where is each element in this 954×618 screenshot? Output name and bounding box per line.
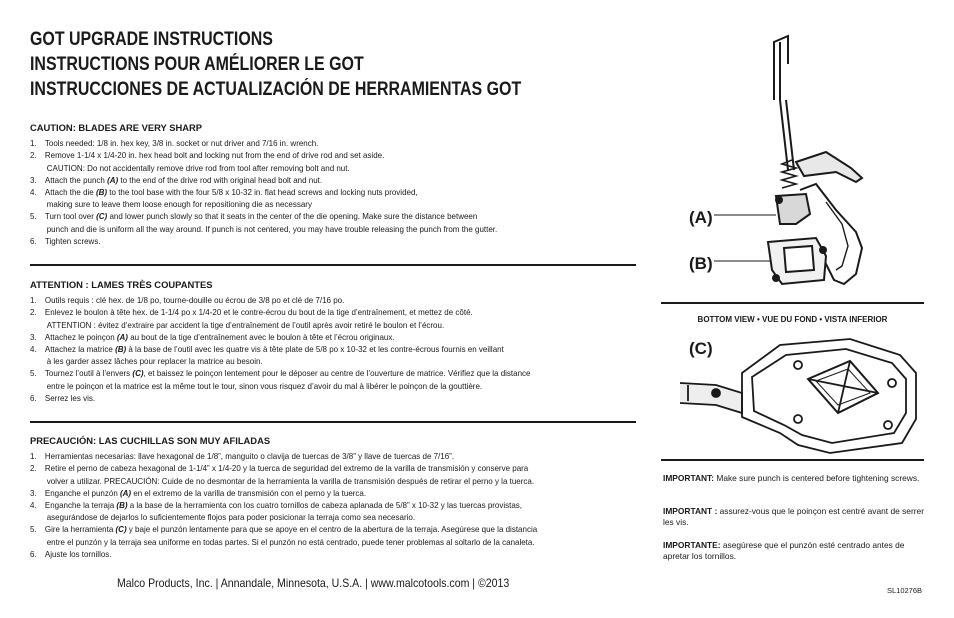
label-b: (B) xyxy=(689,254,713,273)
spanish-step-1: 1. Herramientas necesarias: llave hexagonal de 1/8”, manguito o clavija de tuercas de 3/8” y llave de tuercas de 7/16”. xyxy=(30,451,455,462)
ref-a: (A) xyxy=(119,487,132,498)
bottom-view-caption: BOTTOM VIEW • VUE DU FOND • VISTA INFERIOR xyxy=(697,315,888,324)
spanish-step-6: 6. Ajuste los tornillos. xyxy=(30,548,112,559)
english-step-2-caution: CAUTION: Do not accidentally remove drive rod from tool after removing bolt and nut. xyxy=(46,162,350,173)
title-english: GOT UPGRADE INSTRUCTIONS xyxy=(30,29,273,50)
note-english: IMPORTANT: Make sure punch is centered before tightening screws. xyxy=(663,473,920,483)
note-french: IMPORTANT : assurez-vous que le poinçon est centré avant de serrer les vis. xyxy=(663,506,924,527)
french-step-4: 4. Attachez la matrice (B) à la base de l’outil avec les quatre vis à tête plate de 5/8 po x 10-32 et les contre-écrous fournis en veillant à les garder assez lâches pour replacer la matrice au besoin. xyxy=(30,344,504,367)
english-steps xyxy=(30,137,636,247)
notes-divider xyxy=(661,459,924,461)
spanish-caution-heading: PRECAUCIÓN: LAS CUCHILLAS SON MUY AFILADAS xyxy=(30,435,271,446)
english-step-6: 6. Tighten screws. xyxy=(30,235,101,246)
section-divider xyxy=(30,264,636,266)
english-step-4: 4. Attach the die (B) to the tool base with the four 5/8 x 10-32 in. flat head screws and locking nuts provided, making sure to leave them loose enough for repositioning die as necessary xyxy=(30,187,418,210)
tool-bottom-view-illustration xyxy=(680,333,925,458)
document-code: SL10276B xyxy=(887,586,923,595)
ref-c: (C) xyxy=(115,524,127,535)
label-c: (C) xyxy=(689,339,713,358)
ref-a: (A) xyxy=(116,331,128,342)
section-divider xyxy=(30,421,636,423)
spanish-step-4: 4. Enganche la terraja (B) a la base de la herramienta con los cuatro tornillos de cabeza aplanada de 5/8” x 10-32 y las tuercas provistas, asegurándose de dejarlos lo suficientemente flojos para poder posicionar la terraja como sea necesario. xyxy=(30,500,523,523)
french-step-5: 5. Tournez l’outil à l’envers (C), et baissez le poinçon lentement pour le déposer au centre de l’ouverture de matrice. Vérifiez que la distance entre le poinçon et la matrice est la même tout le tour, sinon vous risquez d’avoir du mal à libérer le poinçon de la gouttière. xyxy=(30,368,531,391)
french-steps xyxy=(30,294,636,404)
english-step-1: 1. Tools needed: 1/8 in. hex key, 3/8 in. socket or nut driver and 7/16 in. wrench. xyxy=(30,138,319,149)
ref-b: (B) xyxy=(116,500,128,511)
title-spanish: INSTRUCCIONES DE ACTUALIZACIÓN DE HERRAMIENTAS GOT xyxy=(30,79,522,100)
english-caution-heading: CAUTION: BLADES ARE VERY SHARP xyxy=(30,122,203,133)
ref-c: (C) xyxy=(96,211,108,222)
figure-divider xyxy=(661,302,924,304)
footer-company-info: Malco Products, Inc. | Annandale, Minnesota, U.S.A. | www.malcotools.com | ©2013 xyxy=(117,576,510,590)
spanish-step-3: 3. Enganche el punzón (A) en el extremo de la varilla de transmisión con el perno y la tuerca. xyxy=(30,487,367,498)
french-step-1: 1. Outils requis : clé hex. de 1/8 po, tourne-douille ou écrou de 3/8 po et clé de 7/16 po. xyxy=(30,295,345,306)
spanish-section xyxy=(30,435,636,560)
spanish-step-5: 5. Gire la herramienta (C) y baje el punzón lentamente para que se apoye en el centro de la abertura de la terraja. Asegúrese que la distancia entre el punzón y la terraja sea uniforme en todas partes. Si el punzón no está centrado, puede tener problemas al soltarlo de la canaleta. xyxy=(30,524,538,547)
title-french: INSTRUCTIONS POUR AMÉLIORER LE GOT xyxy=(30,54,364,75)
ref-a: (A) xyxy=(107,174,119,185)
note-spanish: IMPORTANTE: asegúrese que el punzón esté centrado antes de apretar los tornillos. xyxy=(663,540,905,561)
english-step-2: 2. Remove 1-1/4 x 1/4-20 in. hex head bolt and locking nut from the end of drive rod and set aside. CAUTION: Do not accidentally remove drive rod from tool after removing bolt and nut. xyxy=(30,149,594,173)
spanish-step-2: 2. Retire el perno de cabeza hexagonal de 1-1/4” x 1/4-20 y la tuerca de seguridad del extremo de la varilla de transmisión y conserve para volver a utilizar. PRECAUCIÓN: Cuide de no desmontar de la herramienta la varilla de transmisión después de retirar el perno y la tuerca. xyxy=(30,463,535,486)
english-step-5: 5. Turn tool over (C) and lower punch slowly so that it seats in the center of the die opening. Make sure the distance between punch and die is uniform all the way around. If punch is not centered, you may have trouble releasing the punch from the gutter. xyxy=(30,211,498,234)
french-caution-heading: ATTENTION : LAMES TRÈS COUPANTES xyxy=(30,279,213,290)
french-section xyxy=(30,279,636,404)
french-step-3: 3. Attachez le poinçon (A) au bout de la tige d’entraînement avec le boulon à tête et l’écrou originaux. xyxy=(30,331,395,342)
ref-b: (B) xyxy=(115,344,127,355)
french-step-6: 6. Serrez les vis. xyxy=(30,392,96,403)
spanish-steps xyxy=(30,450,636,560)
english-step-3: 3. Attach the punch (A) to the end of the drive rod with original head bolt and nut. xyxy=(30,174,323,185)
document-titles xyxy=(30,27,615,102)
label-a: (A) xyxy=(689,208,713,227)
ref-c: (C) xyxy=(132,368,144,379)
english-section xyxy=(30,122,636,247)
french-step-2: 2. Enlevez le boulon à tête hex. de 1-1/4 po x 1/4-20 et le contre-écrou du bout de la tige d’entraînement, et mettez de côté. ATTENTION : évitez d’extraire par accident la tige d’entraînement de l’outil après avoir retiré le boulon et l’écrou. xyxy=(30,307,473,330)
ref-b: (B) xyxy=(95,187,108,198)
